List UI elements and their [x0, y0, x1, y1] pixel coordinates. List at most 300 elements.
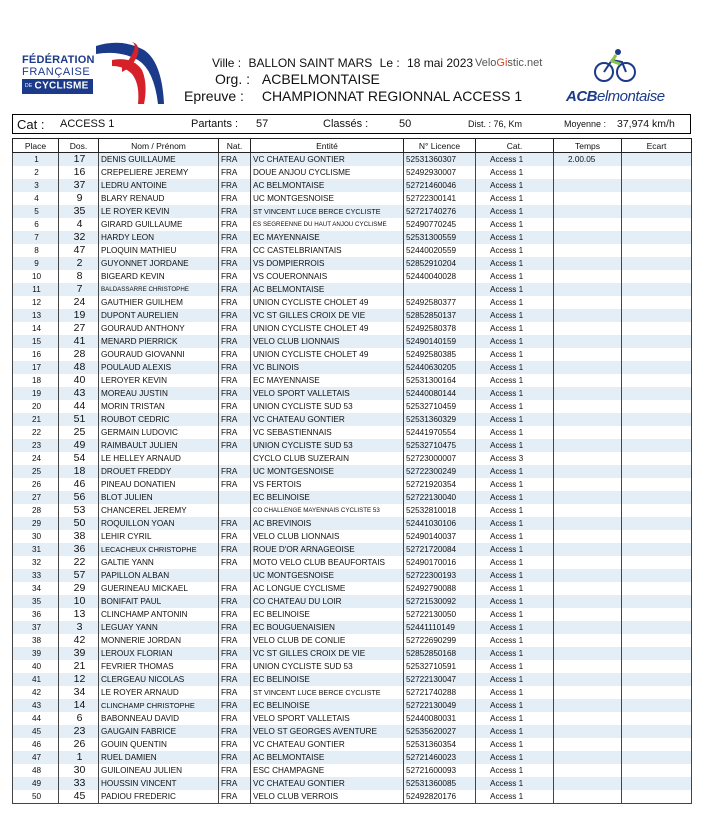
cell-place: 18 [13, 374, 59, 387]
cell-cat: Access 1 [476, 738, 554, 751]
cell-nat: FRA [219, 296, 251, 309]
cell-place: 17 [13, 361, 59, 374]
cell-place: 41 [13, 673, 59, 686]
results-table [12, 138, 692, 804]
cell-nat: FRA [219, 712, 251, 725]
table-row [13, 153, 692, 167]
cell-name: PAPILLON ALBAN [99, 569, 219, 582]
cell-licence: 52532710475 [404, 439, 476, 452]
cell-cat: Access 1 [476, 764, 554, 777]
cell-licence: 52721720084 [404, 543, 476, 556]
cell-ecart [622, 283, 692, 296]
cell-name: PINEAU DONATIEN [99, 478, 219, 491]
cell-cat: Access 1 [476, 400, 554, 413]
cell-place: 39 [13, 647, 59, 660]
cell-cat: Access 1 [476, 582, 554, 595]
cell-entite: VS DOMPIERROIS [251, 257, 404, 270]
cell-temps [554, 244, 622, 257]
cell-place: 16 [13, 348, 59, 361]
table-row [13, 582, 692, 595]
cell-dos: 2 [59, 257, 99, 270]
cell-licence: 52531360329 [404, 413, 476, 426]
cell-ecart [622, 608, 692, 621]
cell-place: 5 [13, 205, 59, 218]
table-row [13, 257, 692, 270]
table-row [13, 608, 692, 621]
velogistic-b: Gi [496, 57, 508, 69]
cell-cat: Access 1 [476, 257, 554, 270]
cell-name: GAUGAIN FABRICE [99, 725, 219, 738]
cell-licence: 52492790088 [404, 582, 476, 595]
cell-nat: FRA [219, 751, 251, 764]
results-header [0, 0, 703, 112]
cell-ecart [622, 257, 692, 270]
cell-ecart [622, 335, 692, 348]
table-row [13, 569, 692, 582]
cell-dos: 48 [59, 361, 99, 374]
table-row [13, 400, 692, 413]
cell-dos: 6 [59, 712, 99, 725]
cell-place: 1 [13, 153, 59, 167]
cell-name: BALDASSARRE CHRISTOPHE [99, 283, 219, 296]
cell-ecart [622, 205, 692, 218]
cell-dos: 26 [59, 738, 99, 751]
cell-ecart [622, 348, 692, 361]
cell-entite: VC BLINOIS [251, 361, 404, 374]
table-row [13, 517, 692, 530]
cell-nat: FRA [219, 335, 251, 348]
cell-temps [554, 283, 622, 296]
org-row [212, 71, 380, 87]
table-row [13, 348, 692, 361]
table-row [13, 712, 692, 725]
cell-entite: ROUE D'OR ARNAGEOISE [251, 543, 404, 556]
cell-cat: Access 1 [476, 426, 554, 439]
cell-licence: 52492930007 [404, 166, 476, 179]
cell-temps [554, 686, 622, 699]
moyenne-value: 37,974 km/h [617, 118, 675, 130]
cell-place: 47 [13, 751, 59, 764]
cell-entite: CC CASTELBRIANTAIS [251, 244, 404, 257]
cell-entite: AC LONGUE CYCLISME [251, 582, 404, 595]
cell-place: 20 [13, 400, 59, 413]
cell-licence: 52440080031 [404, 712, 476, 725]
ffc-logo-text [22, 54, 95, 94]
cell-place: 38 [13, 634, 59, 647]
cell-nat: FRA [219, 218, 251, 231]
cell-licence: 52532710459 [404, 400, 476, 413]
cell-temps [554, 478, 622, 491]
cell-licence: 52532710591 [404, 660, 476, 673]
cell-temps [554, 556, 622, 569]
cell-ecart [622, 738, 692, 751]
cell-licence: 52721460046 [404, 179, 476, 192]
ffc-swoosh-icon [92, 40, 168, 108]
cell-ecart [622, 686, 692, 699]
cell-place: 48 [13, 764, 59, 777]
cell-dos: 8 [59, 270, 99, 283]
table-row [13, 166, 692, 179]
dist-value: Dist. : 76, Km [468, 119, 523, 129]
cell-nat: FRA [219, 205, 251, 218]
cell-entite: MOTO VELO CLUB BEAUFORTAIS [251, 556, 404, 569]
cell-dos: 38 [59, 530, 99, 543]
cell-dos: 13 [59, 608, 99, 621]
cell-temps [554, 166, 622, 179]
cell-cat: Access 1 [476, 556, 554, 569]
col-cat: Cat. [476, 139, 554, 153]
cell-ecart [622, 634, 692, 647]
cell-temps [554, 205, 622, 218]
cell-place: 37 [13, 621, 59, 634]
cell-entite: AC BREVINOIS [251, 517, 404, 530]
cell-nat: FRA [219, 595, 251, 608]
cell-nat: FRA [219, 192, 251, 205]
cell-licence: 52722130049 [404, 699, 476, 712]
cell-dos: 21 [59, 660, 99, 673]
cell-place: 8 [13, 244, 59, 257]
cell-name: GAUTHIER GUILHEM [99, 296, 219, 309]
cell-temps [554, 413, 622, 426]
col-licence: N° Licence [404, 139, 476, 153]
cell-ecart [622, 218, 692, 231]
velogistic-a: Velo [475, 57, 497, 69]
cell-name: LEDRU ANTOINE [99, 179, 219, 192]
cell-place: 45 [13, 725, 59, 738]
cell-dos: 46 [59, 478, 99, 491]
cell-name: MENARD PIERRICK [99, 335, 219, 348]
cell-entite: AC BELMONTAISE [251, 751, 404, 764]
cell-cat: Access 1 [476, 751, 554, 764]
ville-value: BALLON SAINT MARS [248, 56, 373, 70]
cell-name: GUYONNET JORDANE [99, 257, 219, 270]
cell-dos: 18 [59, 465, 99, 478]
table-row [13, 361, 692, 374]
cell-name: GALTIE YANN [99, 556, 219, 569]
cell-dos: 4 [59, 218, 99, 231]
cell-place: 34 [13, 582, 59, 595]
cell-name: LEROUX FLORIAN [99, 647, 219, 660]
cell-name: LE ROYER KEVIN [99, 205, 219, 218]
cell-licence: 52490170016 [404, 556, 476, 569]
cell-entite: AC BELMONTAISE [251, 179, 404, 192]
cell-licence: 52441030106 [404, 517, 476, 530]
cell-place: 25 [13, 465, 59, 478]
cell-dos: 43 [59, 387, 99, 400]
cell-place: 24 [13, 452, 59, 465]
partants-value: 57 [256, 118, 269, 130]
date-value: 18 mai 2023 [407, 56, 474, 70]
cell-entite: AC BELMONTAISE [251, 283, 404, 296]
cell-entite: VELO ST GEORGES AVENTURE [251, 725, 404, 738]
date-label: Le : [379, 56, 400, 70]
table-row [13, 192, 692, 205]
cell-nat: FRA [219, 153, 251, 167]
cell-cat: Access 1 [476, 387, 554, 400]
cell-place: 19 [13, 387, 59, 400]
cell-place: 43 [13, 699, 59, 712]
cell-licence [404, 283, 476, 296]
cell-ecart [622, 569, 692, 582]
cell-ecart [622, 400, 692, 413]
cell-dos: 54 [59, 452, 99, 465]
table-row [13, 179, 692, 192]
cell-cat: Access 1 [476, 777, 554, 790]
cell-licence: 52722300193 [404, 569, 476, 582]
cell-nat: FRA [219, 530, 251, 543]
cell-place: 14 [13, 322, 59, 335]
cell-cat: Access 1 [476, 673, 554, 686]
cell-place: 29 [13, 517, 59, 530]
cell-entite: UC MONTGESNOISE [251, 192, 404, 205]
cell-temps [554, 751, 622, 764]
cell-name: BLOT JULIEN [99, 491, 219, 504]
cell-ecart [622, 491, 692, 504]
cell-temps [554, 699, 622, 712]
cell-entite: UNION CYCLISTE CHOLET 49 [251, 348, 404, 361]
cell-place: 6 [13, 218, 59, 231]
cell-entite: ST VINCENT LUCE BERCE CYCLISTE [251, 205, 404, 218]
ville-row [212, 56, 473, 70]
cell-licence: 52722690299 [404, 634, 476, 647]
cell-cat: Access 1 [476, 413, 554, 426]
cell-cat: Access 1 [476, 686, 554, 699]
cell-ecart [622, 166, 692, 179]
table-row [13, 738, 692, 751]
cell-dos: 39 [59, 647, 99, 660]
cell-cat: Access 1 [476, 283, 554, 296]
cell-nat: FRA [219, 660, 251, 673]
cell-name: CLERGEAU NICOLAS [99, 673, 219, 686]
table-row [13, 764, 692, 777]
cell-ecart [622, 374, 692, 387]
cell-nat: FRA [219, 517, 251, 530]
cell-licence: 52492580377 [404, 296, 476, 309]
cell-ecart [622, 530, 692, 543]
cell-entite: EC BELINOISE [251, 491, 404, 504]
cell-cat: Access 1 [476, 478, 554, 491]
velogistic-brand [475, 57, 542, 69]
cell-ecart [622, 673, 692, 686]
cell-cat: Access 1 [476, 660, 554, 673]
ffc-badge-text: CYCLISME [34, 80, 89, 92]
cell-cat: Access 1 [476, 205, 554, 218]
table-row [13, 231, 692, 244]
cell-ecart [622, 699, 692, 712]
cell-dos: 14 [59, 699, 99, 712]
cell-entite: EC MAYENNAISE [251, 231, 404, 244]
cell-dos: 47 [59, 244, 99, 257]
cell-cat: Access 1 [476, 634, 554, 647]
cell-place: 26 [13, 478, 59, 491]
col-ecart: Ecart [622, 139, 692, 153]
cell-licence: 52721920354 [404, 478, 476, 491]
cell-ecart [622, 439, 692, 452]
cell-licence: 52531360085 [404, 777, 476, 790]
cell-entite: EC BELINOISE [251, 673, 404, 686]
cell-nat: FRA [219, 244, 251, 257]
cell-temps [554, 374, 622, 387]
cell-entite: VC CHATEAU GONTIER [251, 738, 404, 751]
cell-licence: 52440080144 [404, 387, 476, 400]
cell-nat: FRA [219, 322, 251, 335]
cell-nat: FRA [219, 634, 251, 647]
cell-temps [554, 400, 622, 413]
epreuve-value: CHAMPIONNAT REGIONNAL ACCESS 1 [261, 88, 523, 104]
cell-cat: Access 1 [476, 517, 554, 530]
category-bar [12, 114, 691, 134]
cell-entite: UNION CYCLISTE CHOLET 49 [251, 322, 404, 335]
cell-name: RAIMBAULT JULIEN [99, 439, 219, 452]
cell-dos: 37 [59, 179, 99, 192]
cell-ecart [622, 725, 692, 738]
cell-licence: 52531360354 [404, 738, 476, 751]
cell-temps [554, 673, 622, 686]
cell-ecart [622, 465, 692, 478]
cell-place: 22 [13, 426, 59, 439]
cell-temps [554, 569, 622, 582]
table-row [13, 270, 692, 283]
cell-dos: 51 [59, 413, 99, 426]
cell-cat: Access 1 [476, 322, 554, 335]
cell-cat: Access 1 [476, 296, 554, 309]
cell-place: 31 [13, 543, 59, 556]
cell-nat: FRA [219, 348, 251, 361]
cell-licence: 52721530092 [404, 595, 476, 608]
cell-temps [554, 192, 622, 205]
cell-entite: UNION CYCLISTE CHOLET 49 [251, 296, 404, 309]
cell-entite: CO CHATEAU DU LOIR [251, 595, 404, 608]
cell-name: DUPONT AURELIEN [99, 309, 219, 322]
cell-ecart [622, 452, 692, 465]
cell-name: MONNERIE JORDAN [99, 634, 219, 647]
table-row [13, 387, 692, 400]
classes-value: 50 [399, 118, 412, 130]
cell-cat: Access 1 [476, 192, 554, 205]
table-row [13, 426, 692, 439]
cell-name: LE HELLEY ARNAUD [99, 452, 219, 465]
cell-licence: 52721460023 [404, 751, 476, 764]
cell-licence: 52722300249 [404, 465, 476, 478]
cell-licence: 52721600093 [404, 764, 476, 777]
cell-entite: UC MONTGESNOISE [251, 465, 404, 478]
cell-name: CLINCHAMP ANTONIN [99, 608, 219, 621]
cell-dos: 12 [59, 673, 99, 686]
cell-dos: 1 [59, 751, 99, 764]
cell-place: 21 [13, 413, 59, 426]
cell-entite: EC BELINOISE [251, 699, 404, 712]
ffc-badge [22, 79, 93, 94]
cell-temps [554, 595, 622, 608]
epreuve-row [184, 88, 522, 104]
cell-licence: 52852910204 [404, 257, 476, 270]
table-row [13, 465, 692, 478]
cell-dos: 27 [59, 322, 99, 335]
cell-nat: FRA [219, 543, 251, 556]
cell-dos: 41 [59, 335, 99, 348]
table-row [13, 504, 692, 517]
cell-dos: 45 [59, 790, 99, 804]
cell-place: 2 [13, 166, 59, 179]
table-row [13, 413, 692, 426]
cell-temps [554, 660, 622, 673]
cell-cat: Access 1 [476, 309, 554, 322]
cell-name: PADIOU FREDERIC [99, 790, 219, 804]
cell-name: GUILOINEAU JULIEN [99, 764, 219, 777]
cell-nat: FRA [219, 374, 251, 387]
table-row [13, 777, 692, 790]
cell-temps [554, 491, 622, 504]
cell-nat: FRA [219, 764, 251, 777]
cell-licence: 52852850168 [404, 647, 476, 660]
cell-place: 30 [13, 530, 59, 543]
table-row [13, 439, 692, 452]
cell-ecart [622, 478, 692, 491]
cell-temps [554, 270, 622, 283]
cell-cat: Access 1 [476, 790, 554, 804]
cell-ecart [622, 751, 692, 764]
cell-nat: FRA [219, 361, 251, 374]
cell-ecart [622, 426, 692, 439]
cell-licence: 52440630205 [404, 361, 476, 374]
cell-cat: Access 1 [476, 231, 554, 244]
cell-place: 10 [13, 270, 59, 283]
cell-nat: FRA [219, 582, 251, 595]
cell-dos: 3 [59, 621, 99, 634]
cell-temps [554, 543, 622, 556]
cell-temps [554, 582, 622, 595]
cell-ecart [622, 322, 692, 335]
cell-dos: 25 [59, 426, 99, 439]
cell-name: DENIS GUILLAUME [99, 153, 219, 167]
table-header-row [13, 139, 692, 153]
cell-cat: Access 3 [476, 452, 554, 465]
col-temps: Temps [554, 139, 622, 153]
cell-cat: Access 1 [476, 439, 554, 452]
cell-licence: 52532810018 [404, 504, 476, 517]
cell-place: 13 [13, 309, 59, 322]
cell-entite: VS COUERONNAIS [251, 270, 404, 283]
cell-temps [554, 530, 622, 543]
cell-entite: VC CHATEAU GONTIER [251, 153, 404, 167]
cell-licence: 52721740288 [404, 686, 476, 699]
cell-dos: 10 [59, 595, 99, 608]
cell-cat: Access 1 [476, 179, 554, 192]
cell-temps [554, 322, 622, 335]
cell-ecart [622, 647, 692, 660]
cell-licence: 52441970554 [404, 426, 476, 439]
cell-place: 36 [13, 608, 59, 621]
cell-nat: FRA [219, 270, 251, 283]
cell-temps: 2.00.05 [554, 153, 622, 167]
cell-place: 28 [13, 504, 59, 517]
cell-dos: 34 [59, 686, 99, 699]
cell-temps [554, 426, 622, 439]
cell-ecart [622, 595, 692, 608]
cell-ecart [622, 517, 692, 530]
cell-temps [554, 465, 622, 478]
cell-entite: VELO SPORT VALLETAIS [251, 387, 404, 400]
cell-entite: VC CHATEAU GONTIER [251, 777, 404, 790]
cell-entite: VELO CLUB DE CONLIE [251, 634, 404, 647]
table-row [13, 556, 692, 569]
cell-name: GOURAUD GIOVANNI [99, 348, 219, 361]
cell-place: 46 [13, 738, 59, 751]
cell-entite: EC MAYENNAISE [251, 374, 404, 387]
cell-temps [554, 309, 622, 322]
cell-name: LEGUAY YANN [99, 621, 219, 634]
cell-name: GIRARD GUILLAUME [99, 218, 219, 231]
